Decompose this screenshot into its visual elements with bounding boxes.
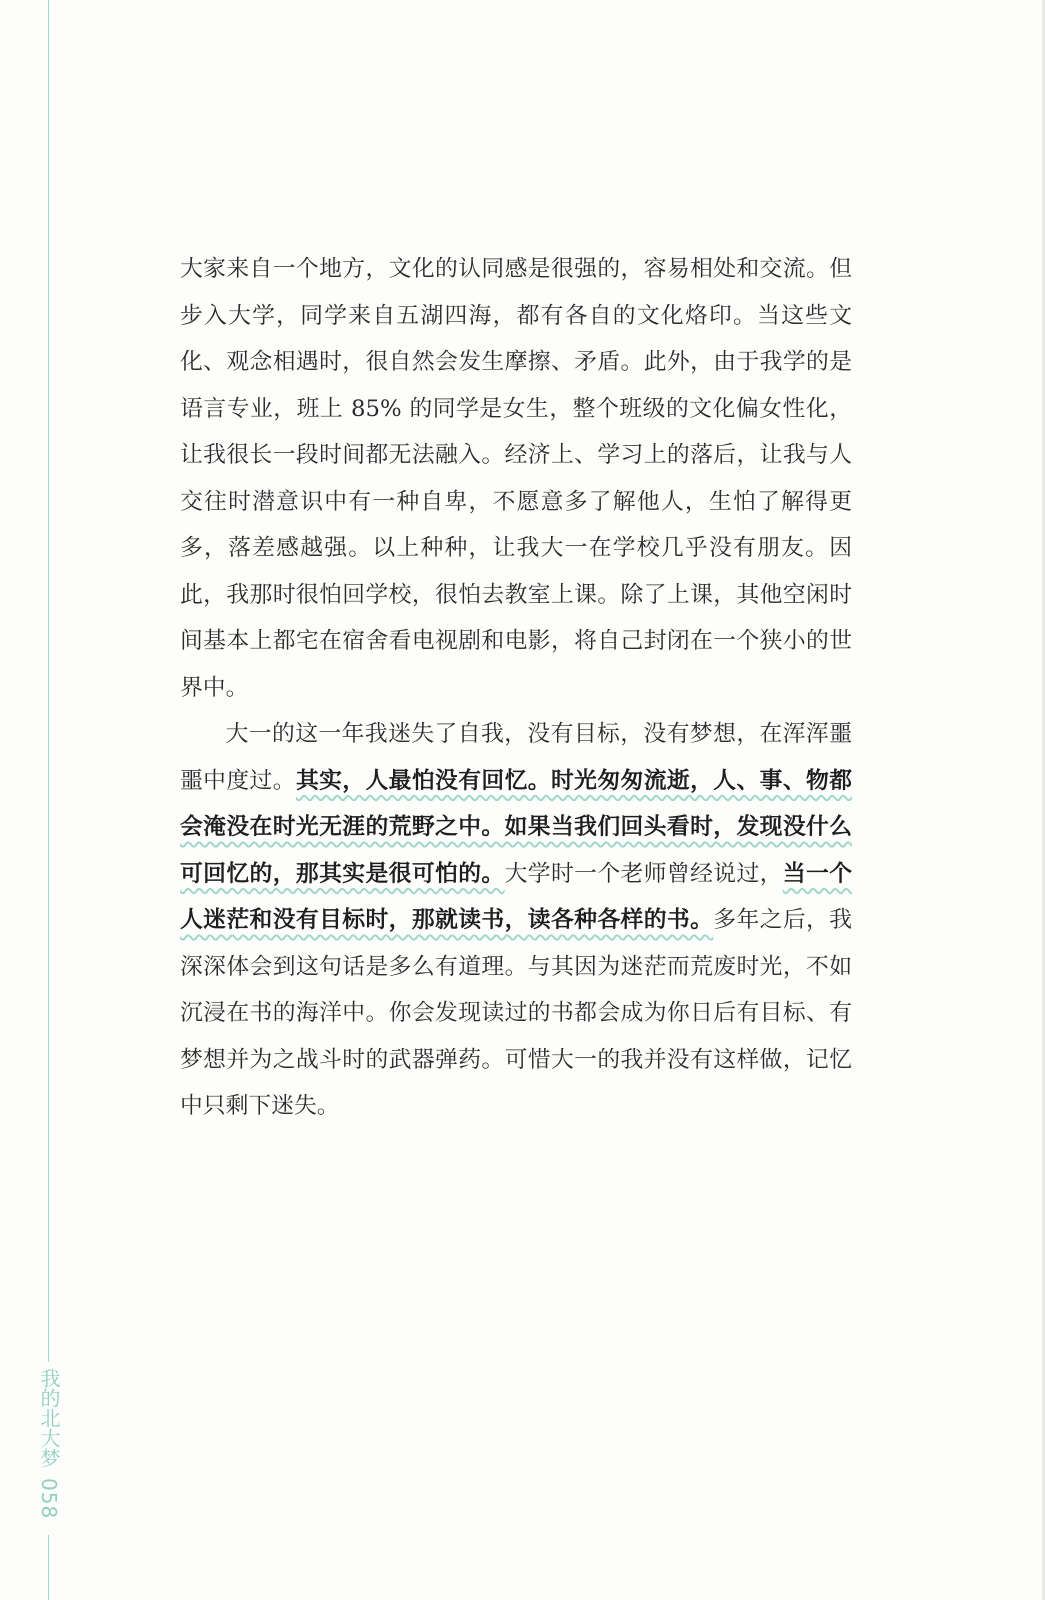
book-title: 我的北大梦: [37, 1368, 61, 1468]
page-number: 058: [37, 1478, 61, 1520]
highlighted-quote-1: 其实，人最怕没有回忆。时光匆匆流逝，人、事、物都会淹没在时光无涯的荒野之中。如果当我们回头看时，发现没什么可回忆的，那其实是很可怕的。: [180, 767, 853, 887]
paragraph-2-text-c: 多年之后，我深深体会到这句话是多么有道理。与其因为迷茫而荒废时光，不如沉浸在书的海洋中。你会发现读过的书都会成为你日后有目标、有梦想并为之战斗时的武器弹药。可惜大一的我并没有这样做，记忆中只剩下迷失。: [180, 907, 853, 1119]
paragraph-2: [180, 711, 852, 1130]
paragraph-1: 大家来自一个地方，文化的认同感是很强的，容易相处和交流。但步入大学，同学来自五湖四海，都有各自的文化烙印。当这些文化、观念相遇时，很自然会发生摩擦、矛盾。此外，由于我学的是语言专业，班上 85% 的同学是女生，整个班级的文化偏女性化，让我很长一段时间都无法融入。经济上、学习上的落后，让我与人交往时潜意识中有一种自卑，不愿意多了解他人，生怕了解得更多，落差感越强。以上种种，让我大一在学校几乎没有朋友。因此，我那时很怕回学校，很怕去教室上课。除了上课，其他空闲时间基本上都宅在宿舍看电视剧和电影，将自己封闭在一个狭小的世界中。: [180, 256, 852, 701]
body-text: [180, 246, 852, 1130]
running-footer: [38, 1368, 62, 1519]
margin-rule-lower: [48, 1535, 49, 1600]
highlighted-quote-2: 当一个人迷茫和没有目标时，那就读书，读各种各样的书。: [180, 860, 853, 933]
paragraph-2-text-b: 大学时一个老师曾经说过，: [504, 860, 783, 887]
margin-rule: [48, 0, 49, 1362]
paragraph-2-text-a: 大一的这一年我迷失了自我，没有目标，没有梦想，在浑浑噩噩中度过。: [180, 721, 852, 794]
